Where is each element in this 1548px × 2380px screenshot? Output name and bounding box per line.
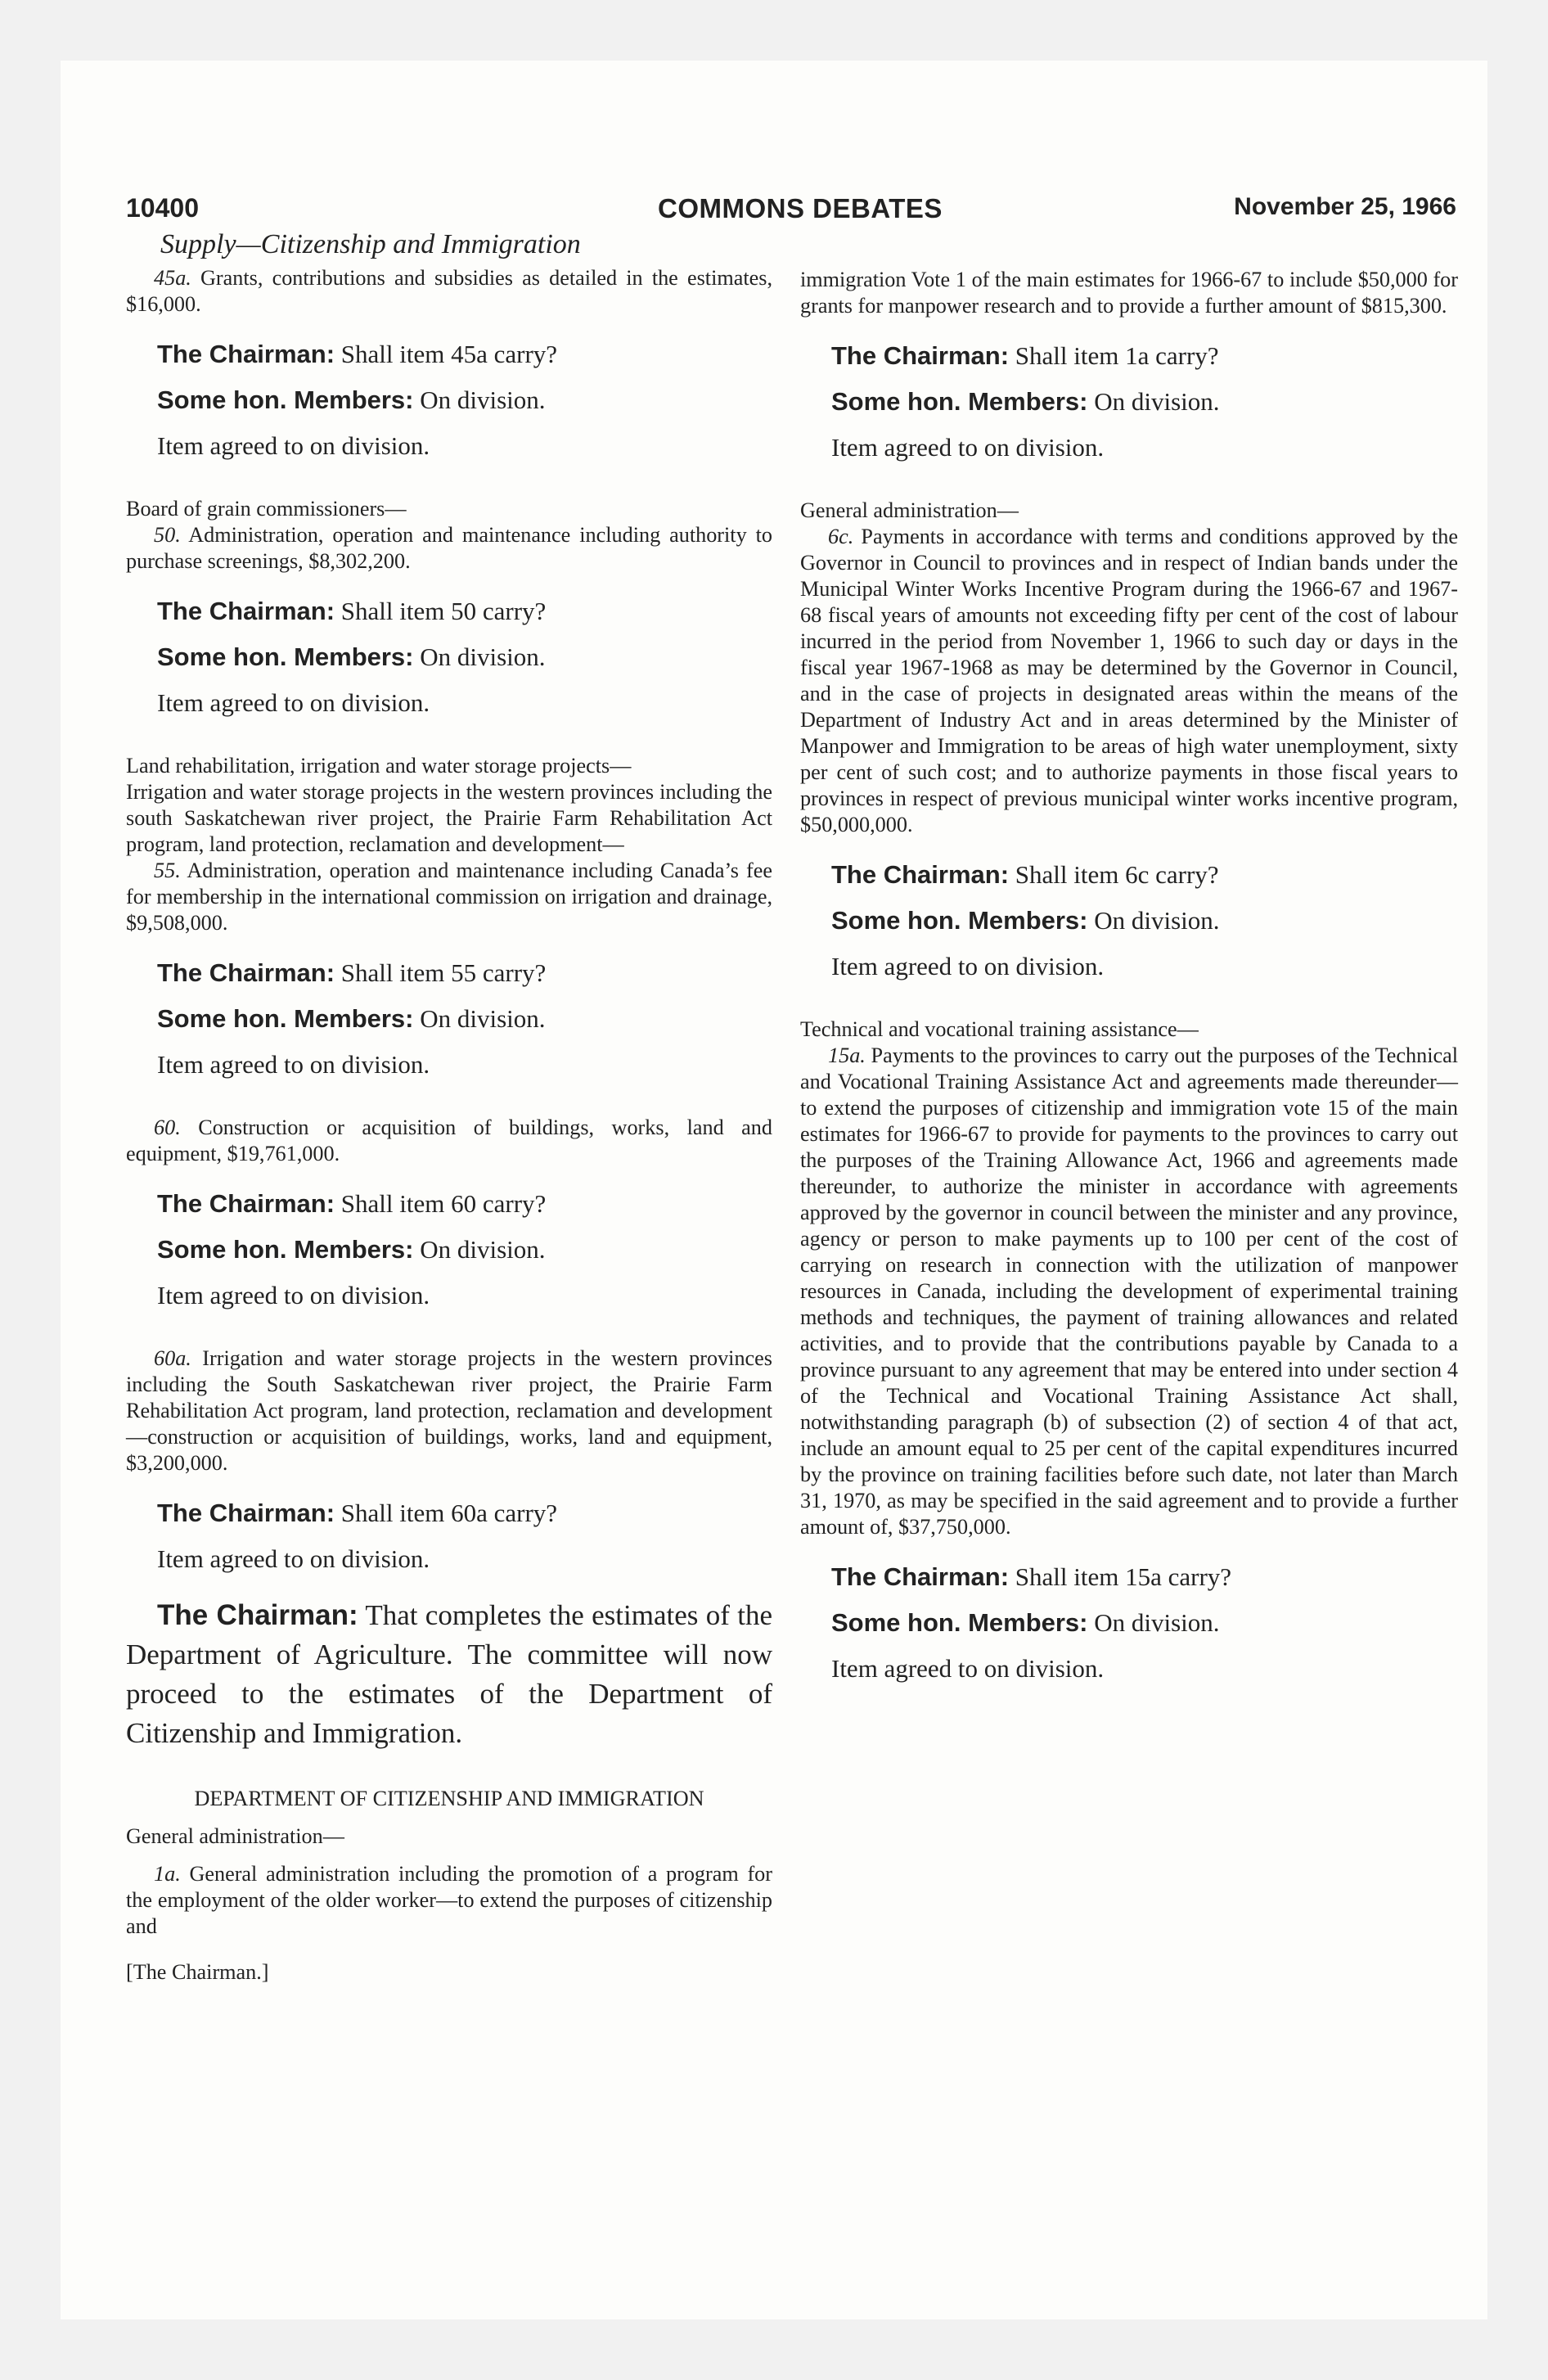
chairman-question bbox=[157, 956, 772, 990]
item-number: 60a. bbox=[154, 1346, 191, 1370]
response-text: On division. bbox=[1087, 1608, 1220, 1637]
members-response bbox=[831, 904, 1458, 938]
vote-heading: General administration— bbox=[126, 1824, 344, 1848]
item-agreed: Item agreed to on division. bbox=[157, 1281, 430, 1309]
item-text: Payments in accordance with terms and conditions approved by the Governor in Council to provinces and in respect of Indian bands under the Municipal Winter Works Incentive Program during the 1966-67 and 1967-68 fiscal years of amounts not exceeding fifty per cent of the cost of labour incurred in the period from November 1, 1966 to such day or days in the fiscal year 1967-1968 as may be determined by the Governor in Council, and in the case of projects in designated areas within the means of the Department of Industry Act and in areas determined by the Minister of Manpower and Immigration to be areas of high water unemployment, sixty per cent of such cost; and to authorize payments in those fiscal years to provinces in respect of previous municipal winter works incentive program, $50,000,000. bbox=[800, 525, 1458, 836]
question-text: Shall item 50 carry? bbox=[335, 597, 547, 625]
speaker-label: The Chairman: bbox=[157, 958, 335, 987]
right-column bbox=[800, 229, 1458, 1686]
item-text: Irrigation and water storage projects in the western provinces including the South Saskatchewan river project, the Prairie Farm Rehabilitation Act program, land protection, reclamation and development—construction or acquisition of buildings, works, land and equipment, $3,200,000. bbox=[126, 1346, 772, 1475]
item-agreed: Item agreed to on division. bbox=[831, 1654, 1105, 1683]
speaker-label: Some hon. Members: bbox=[157, 385, 414, 414]
speaker-label: The Chairman: bbox=[157, 597, 335, 625]
question-text: Shall item 15a carry? bbox=[1009, 1562, 1232, 1591]
item-number: 45a. bbox=[154, 266, 191, 290]
speaker-label: Some hon. Members: bbox=[157, 1004, 414, 1033]
item-agreed: Item agreed to on division. bbox=[157, 688, 430, 717]
item-number: 50. bbox=[154, 523, 181, 547]
speaker-label: The Chairman: bbox=[157, 1499, 335, 1527]
vote-heading: Land rehabilitation, irrigation and water storage projects— bbox=[126, 754, 632, 778]
item-text: Grants, contributions and subsidies as detailed in the estimates, $16,000. bbox=[126, 266, 772, 316]
members-response bbox=[157, 1002, 772, 1036]
chairman-question bbox=[831, 858, 1458, 892]
question-text: Shall item 60a carry? bbox=[335, 1499, 558, 1527]
item-55 bbox=[126, 858, 772, 936]
chairman-question bbox=[157, 1496, 772, 1530]
response-text: On division. bbox=[413, 642, 546, 671]
vote-heading: Technical and vocational training assistance— bbox=[800, 1017, 1199, 1041]
section-subheading: Supply—Citizenship and Immigration bbox=[160, 229, 581, 259]
response-text: On division. bbox=[1087, 387, 1220, 416]
item-text: Construction or acquisition of buildings, works, land and equipment, $19,761,000. bbox=[126, 1116, 772, 1165]
item-text: Administration, operation and maintenance including authority to purchase screenings, $8,302,200. bbox=[126, 523, 772, 573]
item-text: Administration, operation and maintenance including Canada’s fee for membership in the international commission on irrigation and drainage, $9,508,000. bbox=[126, 859, 772, 935]
publication-title: COMMONS DEBATES bbox=[658, 193, 943, 223]
members-response bbox=[831, 1606, 1458, 1640]
item-number: 15a. bbox=[828, 1044, 866, 1067]
chairman-question bbox=[831, 1560, 1458, 1594]
speaker-label: The Chairman: bbox=[831, 341, 1010, 370]
page-number: 10400 bbox=[126, 193, 199, 223]
item-agreed: Item agreed to on division. bbox=[831, 952, 1105, 980]
members-response bbox=[157, 1233, 772, 1267]
chairman-statement bbox=[126, 1596, 772, 1753]
item-1a-continued: immigration Vote 1 of the main estimates for 1966-67 to include $50,000 for grants for manpower research and to provide a further amount of $815,300. bbox=[800, 268, 1458, 318]
issue-date: November 25, 1966 bbox=[1234, 193, 1456, 220]
response-text: On division. bbox=[1087, 906, 1220, 935]
speaker-label: Some hon. Members: bbox=[831, 906, 1088, 935]
speaker-label: The Chairman: bbox=[831, 860, 1010, 889]
department-heading: DEPARTMENT OF CITIZENSHIP AND IMMIGRATION bbox=[194, 1787, 704, 1810]
item-45a bbox=[126, 265, 772, 318]
item-60 bbox=[126, 1115, 772, 1167]
item-agreed: Item agreed to on division. bbox=[831, 433, 1105, 462]
item-text: General administration including the promotion of a program for the employment of the older worker—to extend the purposes of citizenship and bbox=[126, 1862, 772, 1938]
speaker-continuation-note: [The Chairman.] bbox=[126, 1960, 269, 1984]
chairman-question bbox=[831, 339, 1458, 373]
chairman-question bbox=[157, 1187, 772, 1221]
members-response bbox=[831, 385, 1458, 419]
item-15a bbox=[800, 1043, 1458, 1540]
speaker-label: The Chairman: bbox=[157, 1599, 358, 1631]
running-header bbox=[126, 193, 1456, 231]
item-number: 6c. bbox=[828, 525, 854, 548]
item-60a bbox=[126, 1346, 772, 1476]
speaker-label: Some hon. Members: bbox=[157, 1235, 414, 1264]
item-6c bbox=[800, 524, 1458, 838]
speaker-label: The Chairman: bbox=[157, 1189, 335, 1218]
question-text: Shall item 60 carry? bbox=[335, 1189, 547, 1218]
statement-text: That completes the estimates of the Department of Agriculture. The committee will now proceed to the estimates of the Department of Citizenship and Immigration. bbox=[126, 1599, 772, 1749]
item-number: 60. bbox=[154, 1116, 181, 1139]
response-text: On division. bbox=[413, 1235, 546, 1264]
question-text: Shall item 6c carry? bbox=[1009, 860, 1219, 889]
question-text: Shall item 55 carry? bbox=[335, 958, 547, 987]
question-text: Shall item 45a carry? bbox=[335, 340, 558, 368]
vote-description: Irrigation and water storage projects in the western provinces including the south Saskatchewan river project, the Prairie Farm Rehabilitation Act program, land protection, reclamation and development— bbox=[126, 780, 772, 856]
item-agreed: Item agreed to on division. bbox=[157, 1544, 430, 1573]
speaker-label: Some hon. Members: bbox=[157, 642, 414, 671]
item-agreed: Item agreed to on division. bbox=[157, 431, 430, 460]
chairman-question bbox=[157, 594, 772, 629]
speaker-label: Some hon. Members: bbox=[831, 1608, 1088, 1637]
response-text: On division. bbox=[413, 385, 546, 414]
left-column bbox=[126, 229, 772, 1986]
members-response bbox=[157, 640, 772, 674]
speaker-label: Some hon. Members: bbox=[831, 387, 1088, 416]
item-number: 1a. bbox=[154, 1862, 181, 1886]
question-text: Shall item 1a carry? bbox=[1009, 341, 1219, 370]
vote-heading: Board of grain commissioners— bbox=[126, 497, 407, 521]
item-agreed: Item agreed to on division. bbox=[157, 1050, 430, 1079]
chairman-question bbox=[157, 337, 772, 372]
item-text: Payments to the provinces to carry out the purposes of the Technical and Vocational Training Assistance Act and agreements made thereunder—to extend the purposes of citizenship and immigration vote 15 of the main estimates for 1966-67 to provide for payments to the provinces to carry out the purposes of the Training Allowance Act, 1966 and agreements made thereunder, to authorize the minister in accordance with agreements approved by the governor in council between the minister and any province, agency or person to make payments up to 100 per cent of the cost of carrying on research in connection with the utilization of manpower resources in Canada, including the development of experimental training methods and techniques, the payment of training allowances and related activities, and to provide that the contributions payable by Canada to a province pursuant to any agreement that may be entered into under section 4 of the Technical and Vocational Training Assistance Act shall, notwithstanding paragraph (b) of subsection (2) of section 4 of that act, include an amount equal to 25 per cent of the capital expenditures incurred by the province on training facilities before such date, not later than March 31, 1970, as may be specified in the said agreement and to provide a further amount of, $37,750,000. bbox=[800, 1044, 1458, 1539]
item-number: 55. bbox=[154, 859, 181, 882]
item-50 bbox=[126, 522, 772, 575]
vote-heading: General administration— bbox=[800, 498, 1019, 522]
speaker-label: The Chairman: bbox=[831, 1562, 1010, 1591]
members-response bbox=[157, 383, 772, 417]
speaker-label: The Chairman: bbox=[157, 340, 335, 368]
item-1a bbox=[126, 1861, 772, 1940]
response-text: On division. bbox=[413, 1004, 546, 1033]
